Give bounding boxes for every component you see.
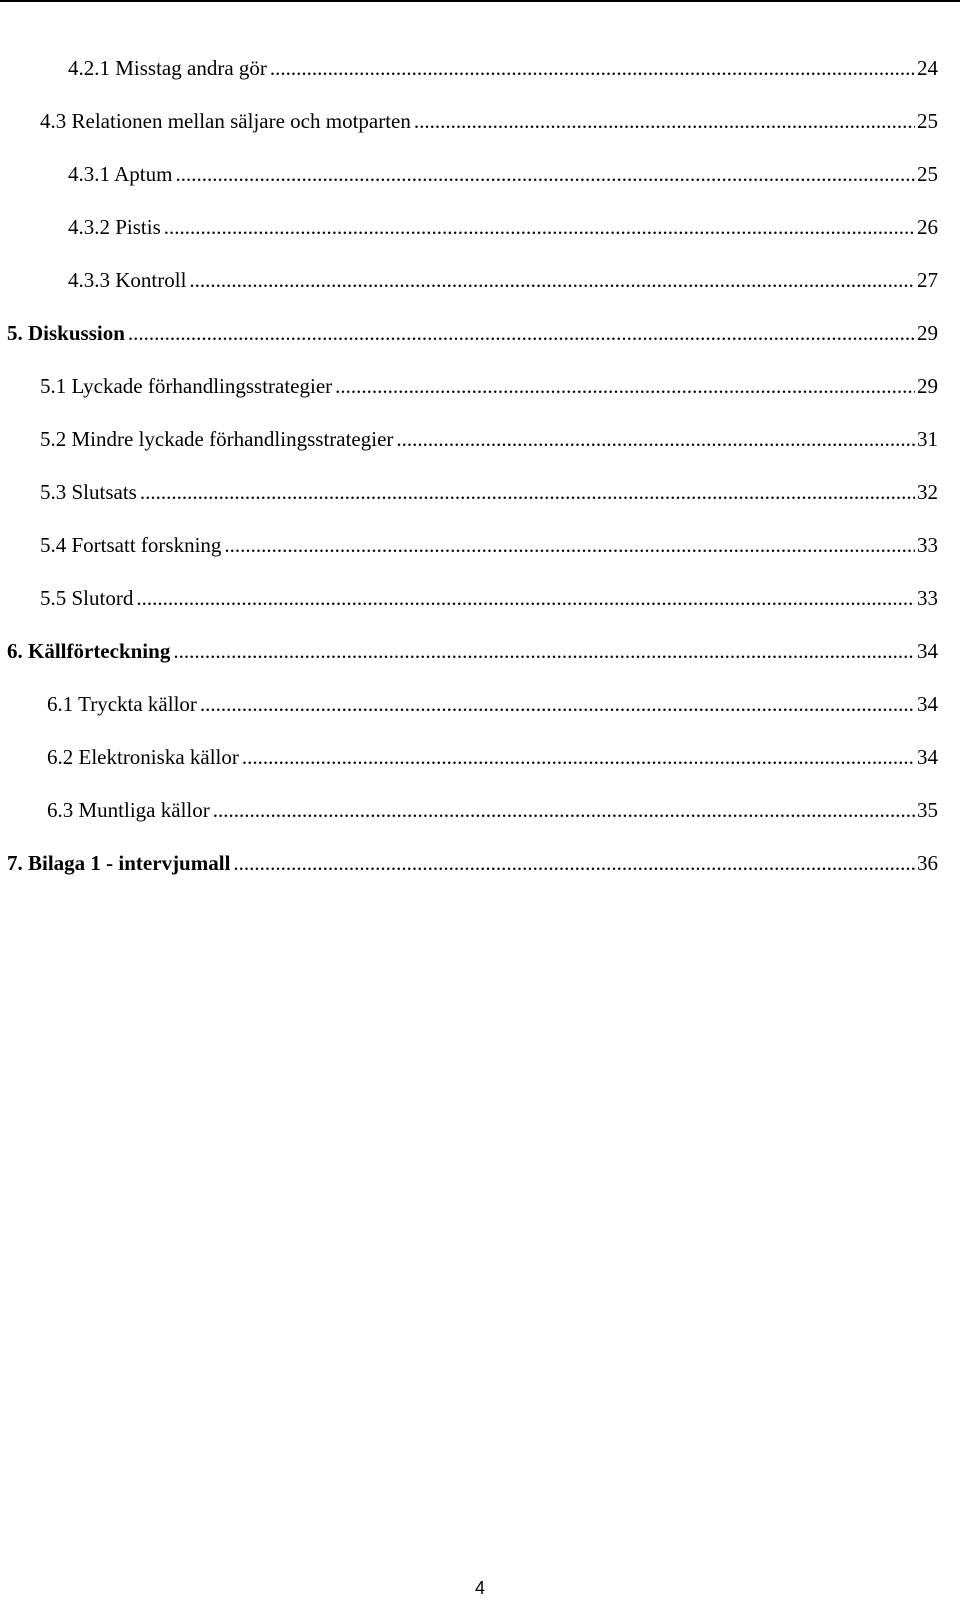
toc-entry[interactable] [0, 158, 960, 190]
toc-entry[interactable] [0, 476, 960, 508]
toc-entry-page: 29 [917, 374, 938, 398]
toc-entry[interactable] [0, 794, 960, 826]
toc-entry-title: 5.5 Slutord [40, 586, 134, 610]
toc-entry-title: 4.3.2 Pistis [68, 215, 161, 239]
toc-entry-title: 4.3.1 Aptum [68, 162, 173, 186]
dot-leader [213, 794, 915, 826]
toc-entry-title: 4.2.1 Misstag andra gör [68, 56, 267, 80]
dot-leader [173, 635, 915, 667]
dot-leader [335, 370, 915, 402]
toc-entry-title: 5.1 Lyckade förhandlingsstrategier [40, 374, 333, 398]
toc-entry[interactable] [0, 582, 960, 614]
toc-entry-title: 7. Bilaga 1 - intervjumall [7, 851, 231, 875]
toc-entry-title: 6.3 Muntliga källor [47, 798, 210, 822]
toc-entry[interactable] [0, 847, 960, 879]
toc-entry-page: 33 [917, 533, 938, 557]
toc-entry-title: 5.2 Mindre lyckade förhandlingsstrategier [40, 427, 394, 451]
toc-entry-page: 34 [917, 639, 938, 663]
toc-entry-page: 31 [917, 427, 938, 451]
toc-entry[interactable] [0, 635, 960, 667]
toc-entry-title: 5.4 Fortsatt forskning [40, 533, 222, 557]
dot-leader [136, 582, 915, 614]
toc-entry-page: 29 [917, 321, 938, 345]
toc-entry-page: 32 [917, 480, 938, 504]
dot-leader [200, 688, 915, 720]
dot-leader [270, 52, 915, 84]
top-rule [0, 0, 960, 2]
toc-entry-title: 6.2 Elektroniska källor [47, 745, 239, 769]
toc-entry[interactable] [0, 529, 960, 561]
toc-entry-title: 6.1 Tryckta källor [47, 692, 197, 716]
toc-entry[interactable] [0, 52, 960, 84]
toc-entry[interactable] [0, 105, 960, 137]
toc-entry-title: 4.3 Relationen mellan säljare och motparten [40, 109, 411, 133]
toc-entry-page: 35 [917, 798, 938, 822]
dot-leader [414, 105, 915, 137]
toc-entry-title: 5.3 Slutsats [40, 480, 137, 504]
dot-leader [224, 529, 915, 561]
toc-entry-page: 25 [917, 162, 938, 186]
toc-entry-page: 27 [917, 268, 938, 292]
dot-leader [189, 264, 915, 296]
toc-entry-page: 24 [917, 56, 938, 80]
toc-entry[interactable] [0, 317, 960, 349]
page-number: 4 [474, 1578, 485, 1598]
toc-entry[interactable] [0, 370, 960, 402]
toc-entry-page: 36 [917, 851, 938, 875]
toc-entry-page: 33 [917, 586, 938, 610]
dot-leader [175, 158, 915, 190]
dot-leader [128, 317, 915, 349]
toc-entry[interactable] [0, 741, 960, 773]
dot-leader [242, 741, 915, 773]
toc-entry-page: 26 [917, 215, 938, 239]
toc-entry[interactable] [0, 423, 960, 455]
toc-entry-title: 6. Källförteckning [7, 639, 171, 663]
dot-leader [396, 423, 915, 455]
toc-entry-page: 34 [917, 692, 938, 716]
dot-leader [164, 211, 915, 243]
dot-leader [233, 847, 915, 879]
toc-entry-page: 34 [917, 745, 938, 769]
toc-entry[interactable] [0, 211, 960, 243]
toc-entry-title: 5. Diskussion [7, 321, 125, 345]
toc-entry[interactable] [0, 264, 960, 296]
toc-entry-title: 4.3.3 Kontroll [68, 268, 187, 292]
dot-leader [140, 476, 915, 508]
toc-entry-page: 25 [917, 109, 938, 133]
toc-entry[interactable] [0, 688, 960, 720]
